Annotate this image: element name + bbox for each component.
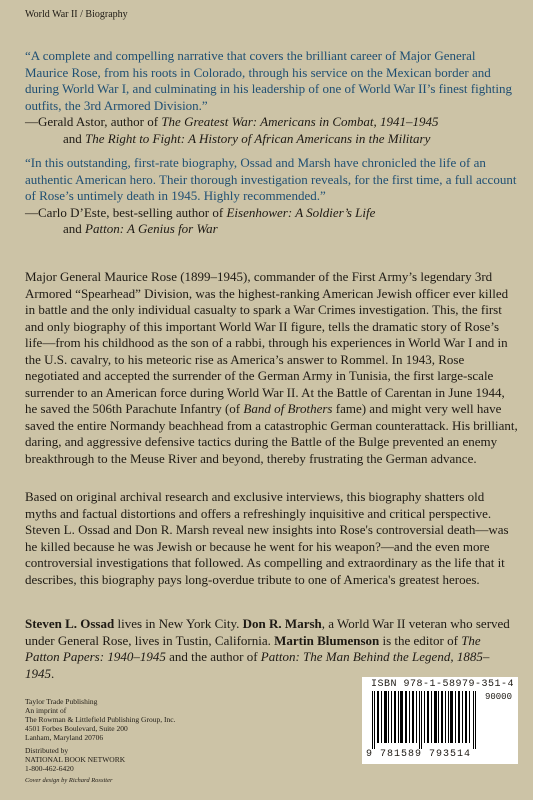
isbn-text: ISBN 978-1-58979-351-4 bbox=[371, 679, 515, 690]
book-title: Patton: A Genius for War bbox=[85, 221, 218, 236]
description-paragraph-1: Major General Maurice Rose (1899–1945), commander of the First Army’s legendary 3rd Armored “Spearhead” Division, was the highest-ranking American Jewish officer ever killed in battle and the only individual casualty to spark a War Crimes investigation. This, the first and only biography of this important World War II figure, tells the dramatic story of Rose’s life—from his childhood as the son of a rabbi, through his experiences in World War I and in the U.S. cavalry, to his meteoric rise as America’s answer to Rommel. In 1943, Rose negotiated and accepted the surrender of the German Army in Tunisia, the first large-scale surrender to an American force during World War II. At the Battle of Carentan in June 1944, he saved the 506th Parachute Infantry (of Band of Brothers fame) and might very well have saved the entire Normandy beachhead from a catastrophic German counterattack. His brilliant, daring, and aggressive defensive tactics during the Battle of the Bulge prevented an enemy breakthrough to the Meuse River and beyond, thereby frustrating the German advance. bbox=[25, 269, 518, 466]
author-name: Don R. Marsh bbox=[242, 616, 322, 631]
category-label: World War II / Biography bbox=[25, 9, 128, 20]
author-name: Steven L. Ossad bbox=[25, 616, 115, 631]
price-code: 90000 bbox=[484, 692, 512, 702]
book-title: Eisenhower: A Soldier’s Life bbox=[226, 204, 376, 220]
distributor-line: 1-800-462-6420 bbox=[25, 764, 74, 773]
book-title: Patton: The Man Behind the Legend, 1885–1945 bbox=[25, 649, 490, 681]
quote-deste bbox=[25, 155, 520, 238]
quote-attribution: —Carlo D’Este, best-selling author of Eisenhower: A Soldier’s Life and Patton: A Genius for War bbox=[25, 204, 376, 236]
book-title: The Greatest War: Americans in Combat, 1941–1945 bbox=[161, 114, 439, 129]
book-title: The Patton Papers: 1940–1945 bbox=[25, 632, 481, 664]
barcode-icon bbox=[372, 691, 478, 749]
quote-text: “A complete and compelling narrative that covers the brilliant career of Major General Maurice Rose, from his roots in Colorado, through his service on the Mexican border and during World War I, and culminating in his leadership of one of World War II’s finest fighting outfits, the 3rd Armored Division.” bbox=[25, 48, 512, 113]
distributor-line: NATIONAL BOOK NETWORK bbox=[25, 755, 126, 764]
band-of-brothers-title: Band of Brothers bbox=[243, 401, 333, 416]
quote-attribution: —Gerald Astor, author of The Greatest War: Americans in Combat, 1941–1945 and The Right to Fight: A History of African Americans in the Military bbox=[25, 114, 439, 146]
author-name: Martin Blumenson bbox=[274, 632, 380, 648]
cover-credit: Cover design by Richard Rossiter bbox=[25, 777, 113, 784]
publisher-line: The Rowman & Littlefield Publishing Group, Inc. bbox=[25, 715, 176, 724]
publisher-line: 4501 Forbes Boulevard, Suite 200 bbox=[25, 724, 128, 733]
isbn-barcode-box bbox=[362, 677, 518, 764]
author-bios: Steven L. Ossad lives in New York City. Don R. Marsh, a World War II veteran who served under General Rose, lives in Tustin, California. Martin Blumenson is the editor of The Patton Papers: 1940–1945 and the author of Patton: The Man Behind the Legend, 1885–1945. bbox=[25, 616, 510, 681]
publisher-line: Taylor Trade Publishing bbox=[25, 697, 98, 706]
quote-astor bbox=[25, 48, 520, 147]
book-title: The Right to Fight: A History of African Americans in the Military bbox=[85, 130, 431, 146]
quote-text: “In this outstanding, first-rate biography, Ossad and Marsh have chronicled the life of an authentic American hero. Their thorough investigation reveals, for the first time, a full account of Rose’s untimely death in 1945. Highly recommended.” bbox=[25, 155, 517, 203]
publisher-line: An imprint of bbox=[25, 706, 67, 715]
description-paragraph-2: Based on original archival research and exclusive interviews, this biography shatters old myths and factual distortions and offers a refreshingly inquisitive and critical perspective. Steven L. Ossad and Don R. Marsh reveal new insights into Rose's controversial death—was he killed because he was Jewish or because he went for his weapon?—and the even more controversial investigations that followed. As compelling and extraordinary as the life that it describes, this biography pays long-overdue tribute to one of America's greatest heroes. bbox=[25, 489, 509, 587]
publisher-info bbox=[25, 697, 175, 773]
barcode-digits: 9 781589 793514 bbox=[366, 749, 472, 760]
publisher-line: Lanham, Maryland 20706 bbox=[25, 733, 104, 742]
distributor-line: Distributed by bbox=[25, 746, 69, 755]
